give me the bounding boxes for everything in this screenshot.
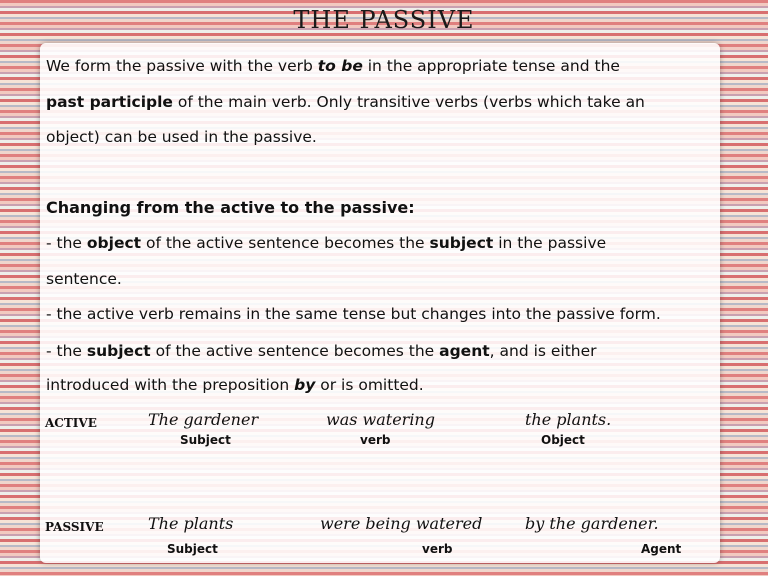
passive-agent: by the gardener.: [525, 514, 659, 533]
section-heading: Changing from the active to the passive:: [46, 198, 415, 217]
rule-text: or is omitted.: [315, 376, 424, 394]
intro-keyword-past-participle: past participle: [46, 93, 173, 111]
rule-3-line-2: [46, 376, 424, 394]
rule-keyword-subject: subject: [429, 234, 494, 252]
active-subject: The gardener: [148, 410, 259, 429]
rule-keyword-by: by: [294, 376, 316, 394]
passive-verb-tag: verb: [422, 542, 453, 556]
intro-text: of the main verb. Only transitive verbs (verbs which take an: [172, 93, 645, 111]
passive-subject-tag: Subject: [167, 542, 218, 556]
active-verb: was watering: [326, 410, 435, 429]
slide-title: THE PASSIVE: [293, 6, 475, 34]
intro-keyword-to-be: to be: [317, 57, 363, 75]
rule-text: of the active sentence becomes the: [150, 342, 440, 360]
active-object: the plants.: [525, 410, 612, 429]
rule-keyword-agent: agent: [439, 342, 490, 360]
intro-line-2: [46, 93, 645, 111]
passive-agent-tag: Agent: [641, 542, 682, 556]
active-verb-tag: verb: [360, 433, 391, 447]
rule-3-line-1: [46, 342, 597, 360]
intro-line-3: object) can be used in the passive.: [46, 128, 317, 146]
active-subject-tag: Subject: [180, 433, 231, 447]
rule-text: in the passive: [493, 234, 607, 252]
rule-text: of the active sentence becomes the: [141, 234, 430, 252]
rule-text: introduced with the preposition: [46, 376, 295, 394]
rule-text: - the: [46, 342, 87, 360]
rule-1-line-2: sentence.: [46, 270, 122, 288]
rule-keyword-object: object: [86, 234, 142, 252]
intro-line-1: [46, 57, 620, 75]
rule-text: , and is either: [489, 342, 597, 360]
rule-1-line-1: [46, 234, 606, 252]
rule-text: - the: [46, 234, 87, 252]
rule-keyword-subject: subject: [86, 342, 151, 360]
intro-text: in the appropriate tense and the: [362, 57, 620, 75]
rule-2: - the active verb remains in the same tense but changes into the passive form.: [46, 305, 661, 323]
passive-verb: were being watered: [320, 514, 483, 533]
active-object-tag: Object: [541, 433, 585, 447]
passive-subject: The plants: [148, 514, 234, 533]
content-panel: [40, 43, 720, 563]
active-label: ACTIVE: [45, 416, 97, 430]
intro-text: We form the passive with the verb: [46, 57, 318, 75]
passive-label: PASSIVE: [45, 520, 104, 534]
